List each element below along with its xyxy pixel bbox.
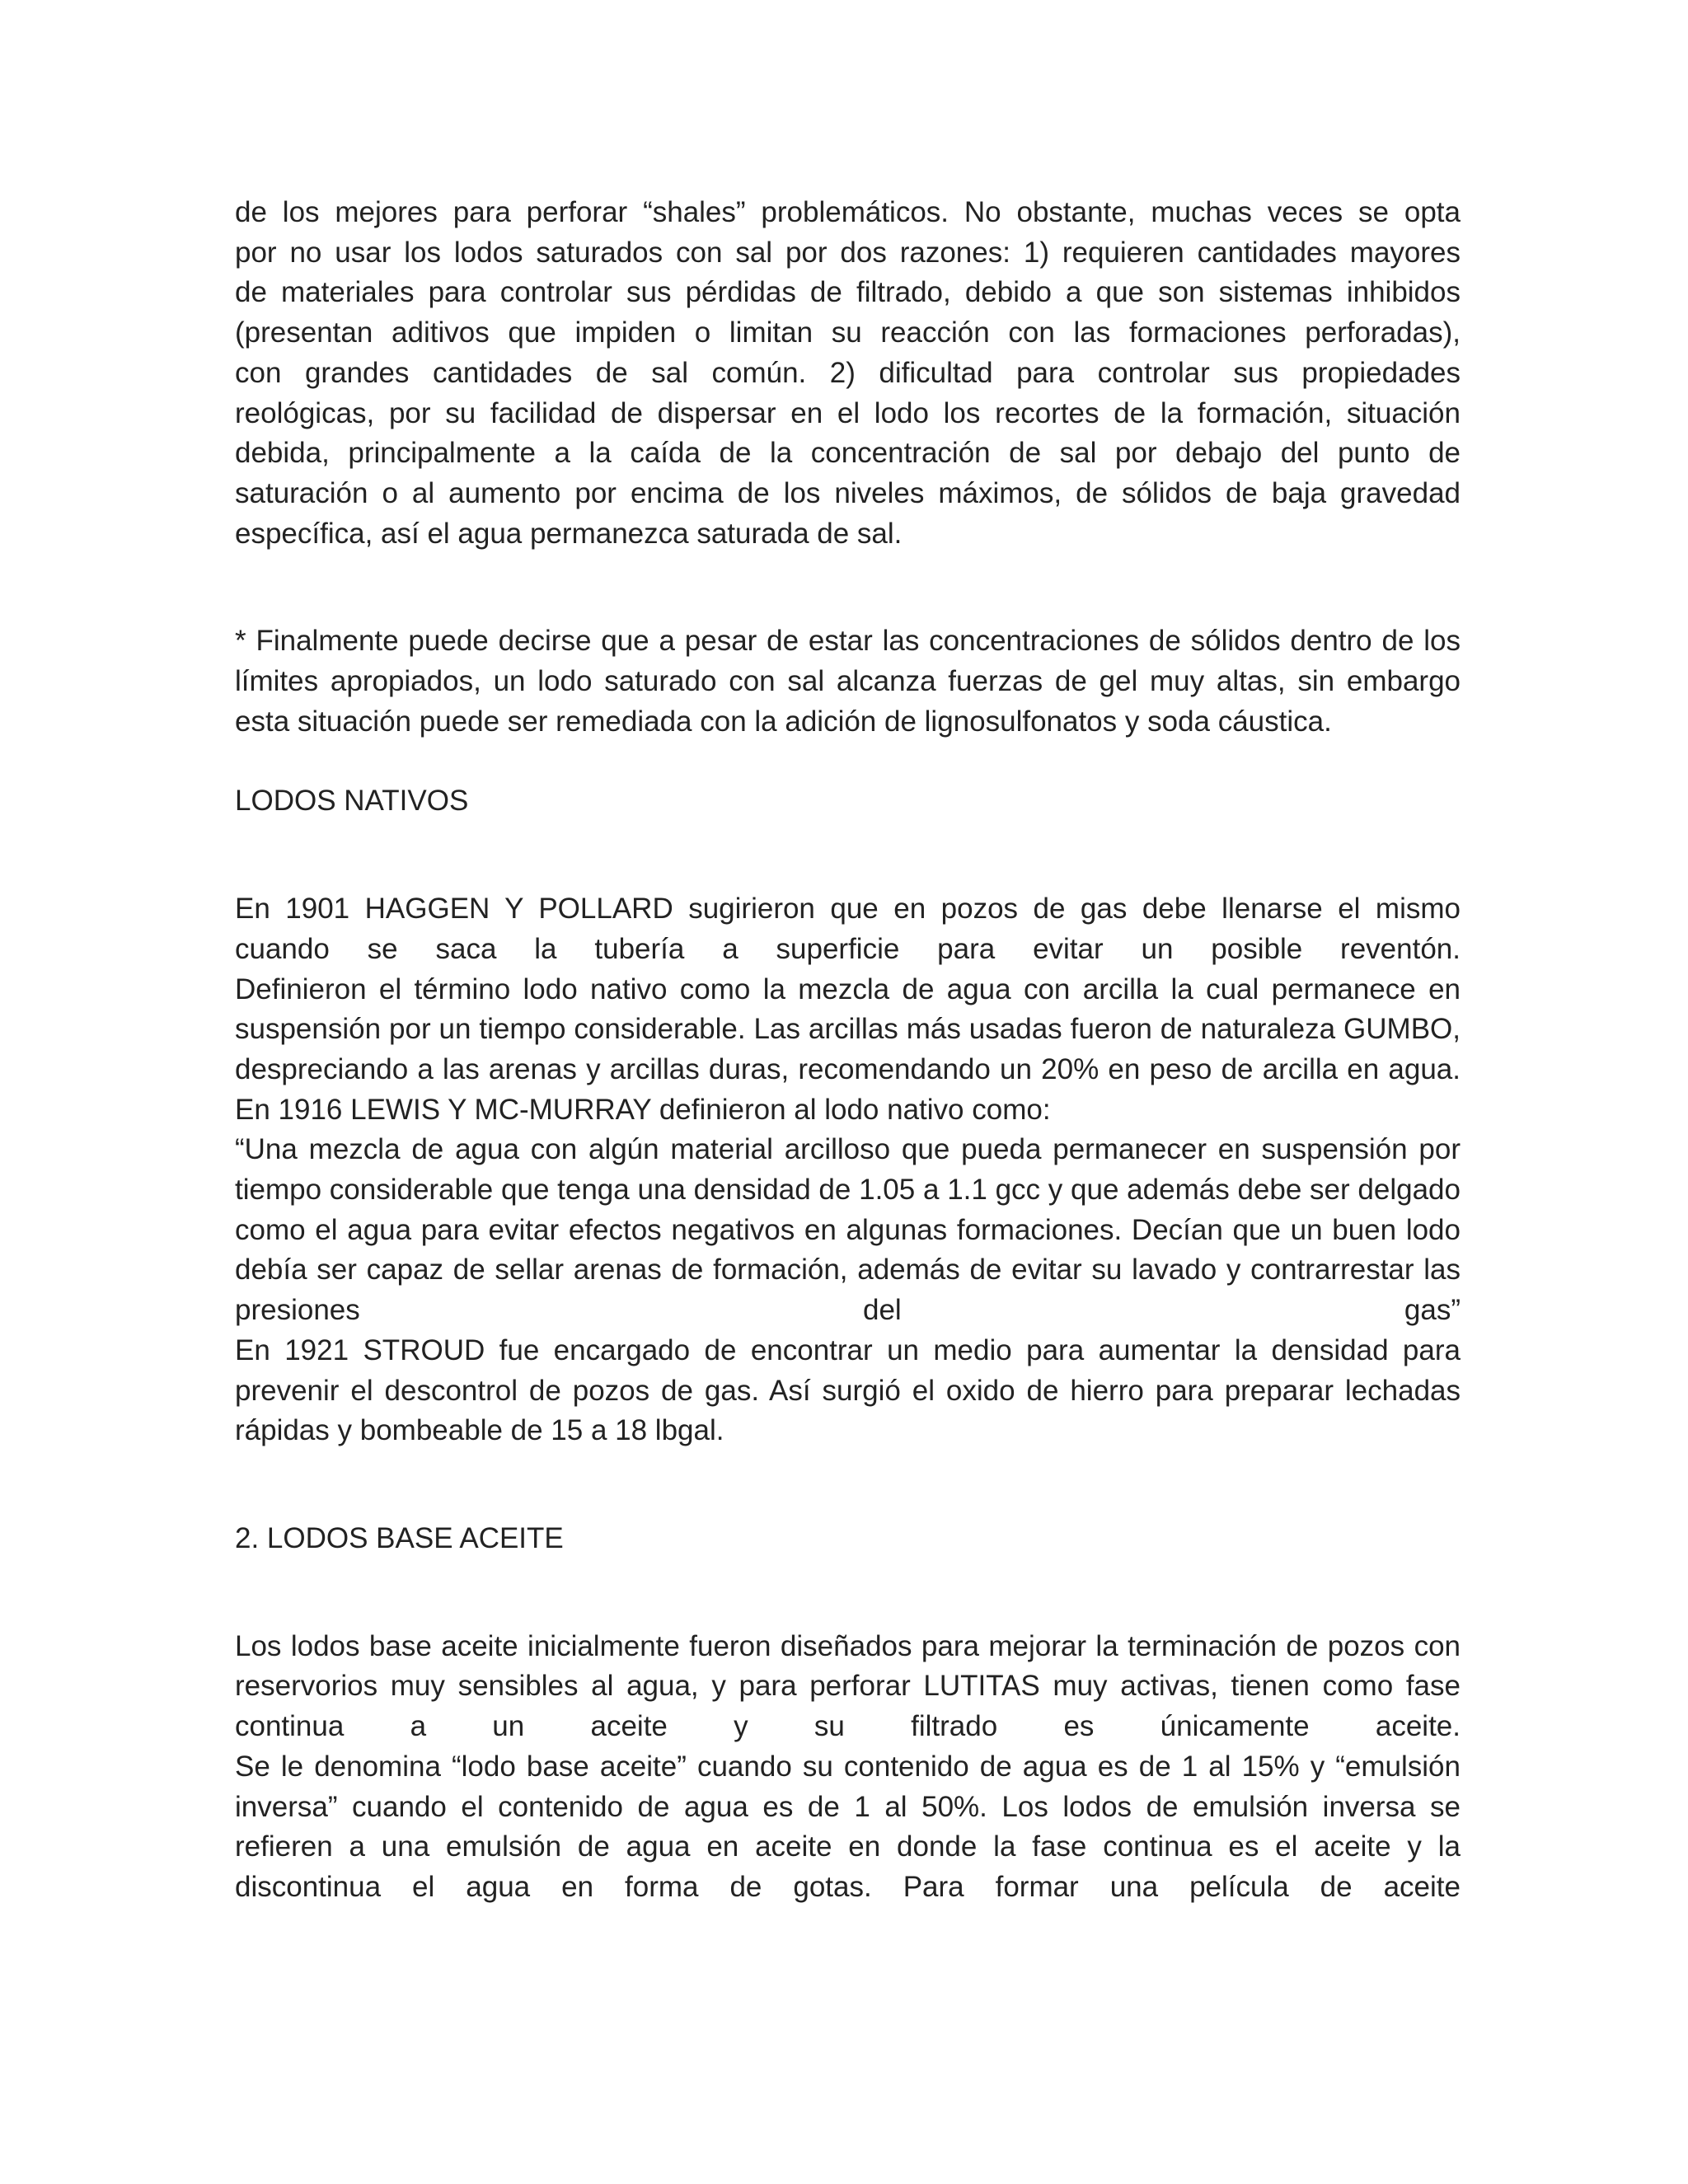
paragraph-oil-muds-definition: Se le denomina “lodo base aceite” cuando su contenido de agua es de 1 al 15% y “emulsión inversa” cuando el contenido de agua es de 1 al 50%. Los lodos de emulsión inversa se refieren a una emulsión de agua en aceite en donde la fase continua es el aceite y la discontinua el agua en forma de gotas. Para formar una película de aceite (235, 1750, 1461, 1903)
text-line: debida, principalmente a la caída de la concentración de sal por debajo del punto de (235, 437, 1461, 470)
paragraph-native-muds-1921: En 1921 STROUD fue encargado de encontrar un medio para aumentar la densidad para prevenir el descontrol de pozos de gas. Así surgió el oxido de hierro para preparar lechadas rápidas y bombeable de 15 a 18 lbgal. (235, 1333, 1461, 1447)
text-line: específica, así el agua permanezca saturada de sal. (235, 517, 903, 550)
document-body (235, 193, 1461, 1908)
paragraph-salt-muds (235, 193, 1461, 554)
paragraph-oil-muds-intro: Los lodos base aceite inicialmente fueron diseñados para mejorar la terminación de pozos con reservorios muy sensibles al agua, y para perforar LUTITAS muy activas, tienen como fase continua a un aceite y su filtrado es únicamente aceite. (235, 1629, 1461, 1743)
paragraph-native-muds-definition: Definieron el término lodo nativo como la mezcla de agua con arcilla la cual permanece en suspensión por un tiempo considerable. Las arcillas más usadas fueron de naturaleza GUMBO, despreciando a las arenas y arcillas duras, recomendando un 20% en peso de arcilla en agua. En 1916 LEWIS Y MC-MURRAY definieron al lodo nativo como: (235, 972, 1461, 1126)
section-heading-lodos-base-aceite: 2. LODOS BASE ACEITE (235, 1521, 564, 1554)
section-heading-lodos-nativos: LODOS NATIVOS (235, 785, 469, 818)
paragraph-native-muds-quote: “Una mezcla de agua con algún material arcilloso que pueda permanecer en suspensión por tiempo considerable que tenga una densidad de 1.05 a 1.1 gcc y que además debe ser delgado como el agua para evitar efectos negativos en algunas formaciones. Decían que un buen lodo debía ser capaz de sellar arenas de formación, además de evitar su lavado y contrarrestar las presiones del gas” (235, 1133, 1461, 1327)
paragraph-native-muds-1901: En 1901 HAGGEN Y POLLARD sugirieron que en pozos de gas debe llenarse el mismo cuando se saca la tubería a superficie para evitar un posible reventón. (235, 893, 1461, 965)
text-line: reológicas, por su facilidad de dispersar en el lodo los recortes de la formación, situación (235, 396, 1461, 429)
text-line: por no usar los lodos saturados con sal por dos razones: 1) requieren cantidades mayores (235, 236, 1461, 269)
text-line: de materiales para controlar sus pérdidas de filtrado, debido a que son sistemas inhibidos (235, 276, 1461, 309)
text-line: saturación o al aumento por encima de los niveles máximos, de sólidos de baja gravedad (235, 476, 1461, 509)
paragraph-gel-strength: * Finalmente puede decirse que a pesar de estar las concentraciones de sólidos dentro de los límites apropiados, un lodo saturado con sal alcanza fuerzas de gel muy altas, sin embargo esta situación puede ser remediada con la adición de lignosulfonatos y soda cáustica. (235, 625, 1461, 738)
text-line: con grandes cantidades de sal común. 2) dificultad para controlar sus propiedades (235, 356, 1461, 389)
text-line: (presentan aditivos que impiden o limitan su reacción con las formaciones perforadas), (235, 316, 1461, 349)
text-line: de los mejores para perforar “shales” problemáticos. No obstante, muchas veces se opta (235, 196, 1461, 228)
